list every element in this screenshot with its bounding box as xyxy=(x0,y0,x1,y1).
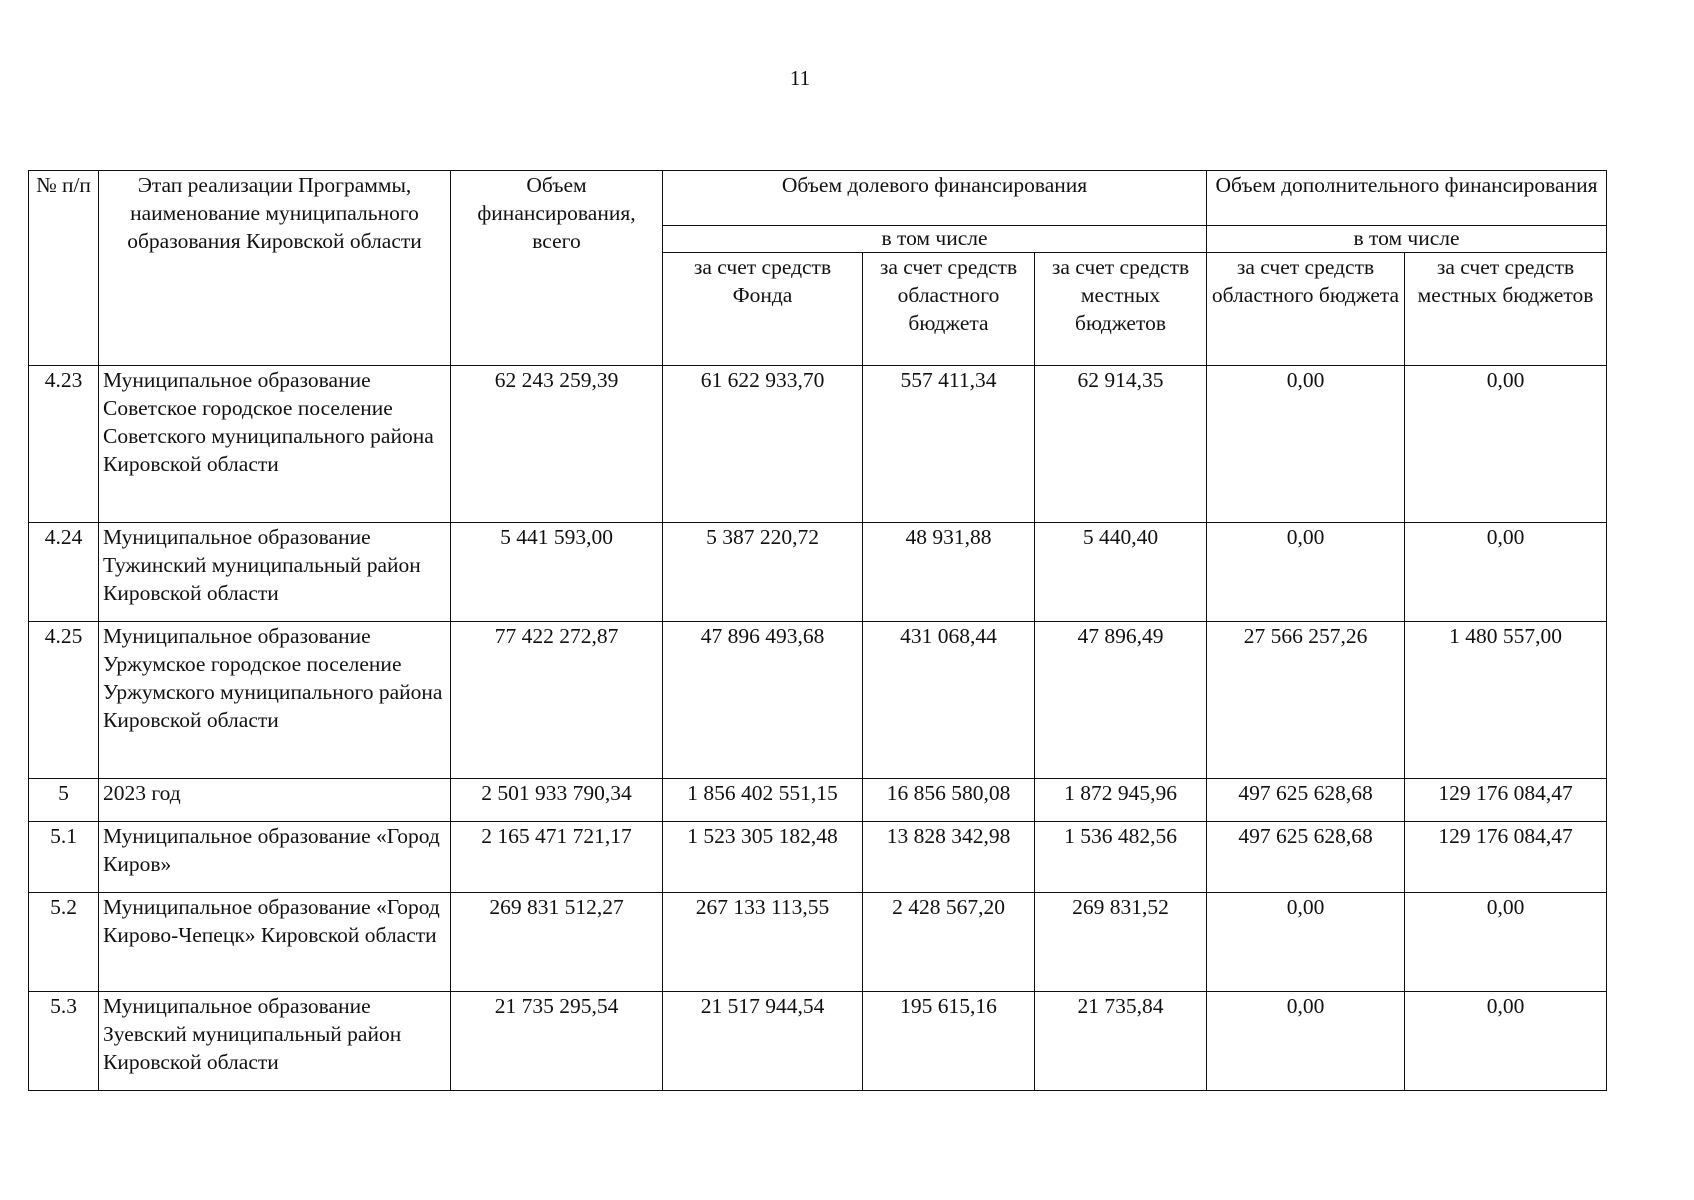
row-name: Муниципальное образование «Город Киров» xyxy=(99,822,451,893)
table-row xyxy=(29,523,1607,622)
row-name: Муниципальное образование Тужинский муниципальный район Кировской области xyxy=(99,523,451,622)
row-name: Муниципальное образование Зуевский муниципальный район Кировской области xyxy=(99,992,451,1091)
row-fund: 61 622 933,70 xyxy=(663,366,863,523)
row-num: 4.24 xyxy=(29,523,99,622)
row-num: 4.25 xyxy=(29,622,99,779)
row-region: 16 856 580,08 xyxy=(863,779,1035,822)
row-fund: 5 387 220,72 xyxy=(663,523,863,622)
header-extra-group: Объем дополнительного финансирования xyxy=(1207,171,1607,226)
row-extra-region: 497 625 628,68 xyxy=(1207,822,1405,893)
row-region: 195 615,16 xyxy=(863,992,1035,1091)
row-extra-local: 0,00 xyxy=(1405,893,1607,992)
header-extra-region: за счет средств областного бюджета xyxy=(1207,253,1405,366)
row-total: 2 165 471 721,17 xyxy=(451,822,663,893)
row-local: 1 872 945,96 xyxy=(1035,779,1207,822)
header-share-group: Объем долевого финансирования xyxy=(663,171,1207,226)
row-local: 5 440,40 xyxy=(1035,523,1207,622)
header-name: Этап реализации Программы, наименование муниципального образования Кировской области xyxy=(99,171,451,366)
row-local: 269 831,52 xyxy=(1035,893,1207,992)
row-local: 1 536 482,56 xyxy=(1035,822,1207,893)
header-total: Объем финансирования, всего xyxy=(451,171,663,366)
row-extra-region: 27 566 257,26 xyxy=(1207,622,1405,779)
row-fund: 47 896 493,68 xyxy=(663,622,863,779)
row-extra-local: 129 176 084,47 xyxy=(1405,779,1607,822)
row-name: 2023 год xyxy=(99,779,451,822)
row-local: 21 735,84 xyxy=(1035,992,1207,1091)
row-extra-region: 0,00 xyxy=(1207,523,1405,622)
header-share-region: за счет средств областного бюджета xyxy=(863,253,1035,366)
table-row xyxy=(29,992,1607,1091)
row-region: 2 428 567,20 xyxy=(863,893,1035,992)
row-extra-region: 0,00 xyxy=(1207,893,1405,992)
row-total: 21 735 295,54 xyxy=(451,992,663,1091)
table-row xyxy=(29,366,1607,523)
row-extra-local: 0,00 xyxy=(1405,366,1607,523)
row-fund: 267 133 113,55 xyxy=(663,893,863,992)
table-row xyxy=(29,893,1607,992)
row-total: 62 243 259,39 xyxy=(451,366,663,523)
header-share-fund: за счет средств Фонда xyxy=(663,253,863,366)
row-region: 431 068,44 xyxy=(863,622,1035,779)
header-row-top xyxy=(29,171,1607,226)
row-name: Муниципальное образование Советское городское поселение Советского муниципального района Кировской области xyxy=(99,366,451,523)
row-name: Муниципальное образование Уржумское городское поселение Уржумского муниципального района Кировской области xyxy=(99,622,451,779)
row-local: 47 896,49 xyxy=(1035,622,1207,779)
row-num: 5.3 xyxy=(29,992,99,1091)
table-row xyxy=(29,622,1607,779)
header-extra-incl: в том числе xyxy=(1207,226,1607,253)
row-total: 77 422 272,87 xyxy=(451,622,663,779)
row-total: 2 501 933 790,34 xyxy=(451,779,663,822)
row-region: 48 931,88 xyxy=(863,523,1035,622)
row-total: 5 441 593,00 xyxy=(451,523,663,622)
row-extra-local: 1 480 557,00 xyxy=(1405,622,1607,779)
row-extra-region: 0,00 xyxy=(1207,366,1405,523)
financing-table xyxy=(28,170,1607,1091)
row-region: 557 411,34 xyxy=(863,366,1035,523)
row-total: 269 831 512,27 xyxy=(451,893,663,992)
header-share-incl: в том числе xyxy=(663,226,1207,253)
header-share-local: за счет средств местных бюджетов xyxy=(1035,253,1207,366)
table-row xyxy=(29,822,1607,893)
table-row xyxy=(29,779,1607,822)
row-fund: 1 856 402 551,15 xyxy=(663,779,863,822)
row-fund: 21 517 944,54 xyxy=(663,992,863,1091)
row-extra-local: 0,00 xyxy=(1405,523,1607,622)
row-num: 5 xyxy=(29,779,99,822)
row-extra-region: 497 625 628,68 xyxy=(1207,779,1405,822)
header-extra-local: за счет средств местных бюджетов xyxy=(1405,253,1607,366)
row-extra-local: 129 176 084,47 xyxy=(1405,822,1607,893)
row-num: 5.1 xyxy=(29,822,99,893)
row-region: 13 828 342,98 xyxy=(863,822,1035,893)
page-number: 11 xyxy=(789,66,811,90)
row-extra-region: 0,00 xyxy=(1207,992,1405,1091)
row-num: 4.23 xyxy=(29,366,99,523)
row-local: 62 914,35 xyxy=(1035,366,1207,523)
row-fund: 1 523 305 182,48 xyxy=(663,822,863,893)
row-extra-local: 0,00 xyxy=(1405,992,1607,1091)
header-num: № п/п xyxy=(29,171,99,366)
row-num: 5.2 xyxy=(29,893,99,992)
row-name: Муниципальное образование «Город Кирово-Чепецк» Кировской области xyxy=(99,893,451,992)
